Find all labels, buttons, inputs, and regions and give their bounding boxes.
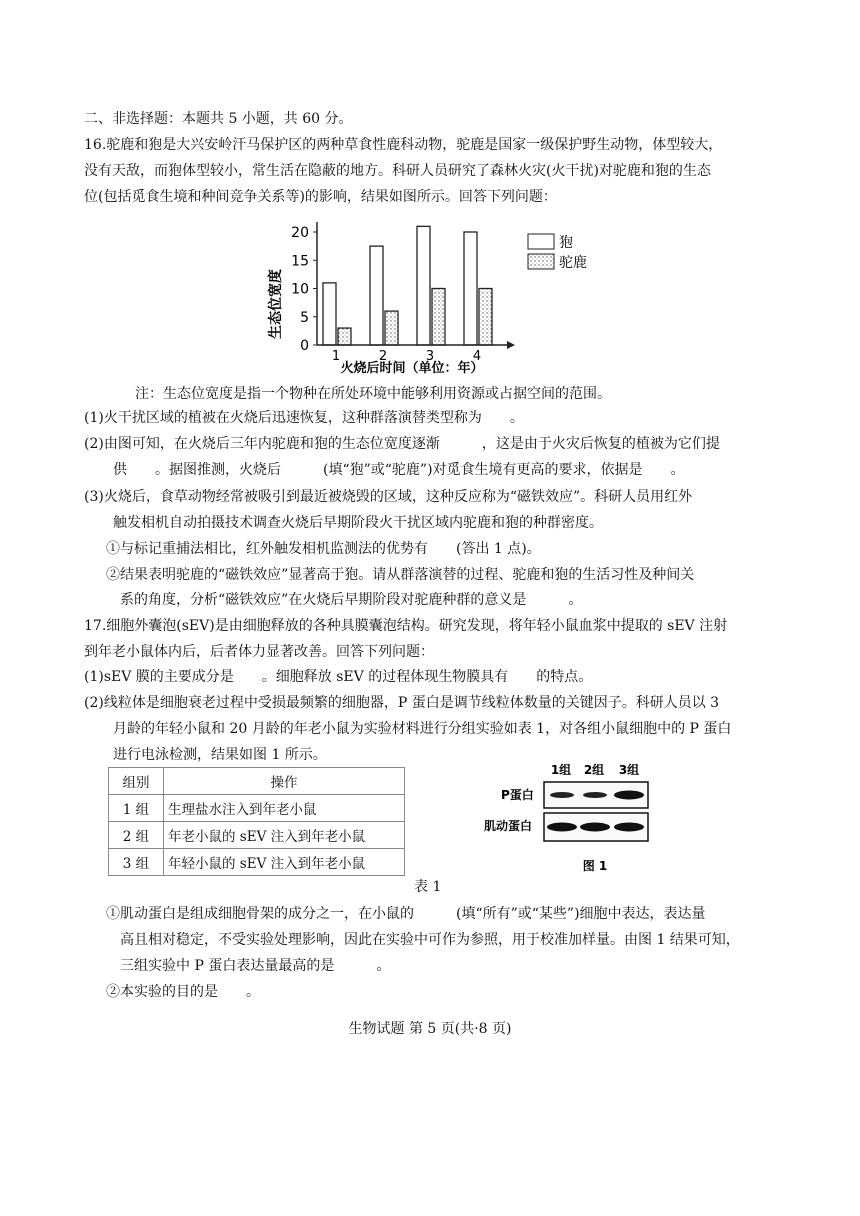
bar-tuolu [338,328,351,345]
table-cell-operation: 年老小鼠的 sEV 注入到年老小鼠 [164,822,405,849]
bar-tuolu [432,289,445,346]
q16-part3-line1: (3)火烧后，食草动物经常被吸引到最近被烧毁的区域，这种反应称为“磁铁效应”。科研人员用红外 [84,489,693,505]
y-tick-label: 10 [291,281,309,298]
x-tick-label: 2 [378,349,388,364]
blot-row-label-p: P蛋白 [501,788,534,802]
table-row [109,795,405,822]
bar-pao [417,226,430,345]
table-header-operation: 操作 [164,768,405,795]
page-footer: 生物试题 第 5 页(共·8 页) [348,1021,512,1037]
blot-band [614,823,644,832]
q16-part3-line2: 触发相机自动拍摄技术调查火烧后早期阶段火干扰区域内驼鹿和狍的种群密度。 [113,515,603,531]
table-header-group: 组别 [109,768,164,795]
figure-1-caption: 图 1 [582,859,608,873]
q16-note: 注：生态位宽度是指一个物种在所处环境中能够利用资源或占据空间的范围。 [135,386,611,402]
q16-part3-sub2-line2: 系的角度，分析“磁铁效应”在火烧后早期阶段对驼鹿种群的意义是 。 [120,592,583,608]
table-cell-operation: 年轻小鼠的 sEV 注入到年老小鼠 [164,849,405,876]
y-tick-label: 20 [291,225,309,241]
q17-sub1-line2: 高且相对稳定，不受实验处理影响，因此在实验中可作为参照，用于校准加样量。由图 1 结果可知， [120,932,740,948]
x-tick-label: 1 [331,349,341,364]
table-1-caption: 表 1 [414,879,442,895]
x-axis-arrow [507,341,515,349]
q16-part3-sub2-line1: ②结果表明驼鹿的“磁铁效应”显著高于狍。请从群落演替的过程、驼鹿和狍的生活习性及种间关 [106,567,695,583]
blot-band [580,823,610,832]
legend-label-tuolu: 驼鹿 [559,255,587,271]
q17-sub2: ②本实验的目的是 。 [106,984,260,1000]
bar-pao [464,232,477,345]
table-cell-operation: 生理盐水注入到年老小鼠 [164,795,405,822]
q16-stem-3: 位(包括觅食生境和种间竞争关系等)的影响，结果如图所示。回答下列问题： [84,189,557,205]
q17-sub1-line1: ①肌动蛋白是组成细胞骨架的成分之一，在小鼠的 (填“所有”或“某些”)细胞中表达，表达量 [106,906,706,922]
q17-part1: (1)sEV 膜的主要成分是 。细胞释放 sEV 的过程体现生物膜具有 的特点。 [84,669,593,685]
table-cell-group: 1 组 [109,795,164,822]
q16-stem-2: 没有天敌，而狍体型较小，常生活在隐蔽的地方。科研人员研究了森林火灾(火干扰)对驼鹿和狍的生态 [84,163,711,179]
chart-legend [528,234,587,271]
q16-part1: (1)火干扰区域的植被在火烧后迅速恢复，这种群落演替类型称为 。 [84,410,524,426]
blot-row-label-actin: 肌动蛋白 [484,819,533,833]
chart-xlabel: 火烧后时间（单位：年） [340,361,484,376]
table-header-row [109,768,405,795]
table-row [109,849,405,876]
q17-part2-line2: 月龄的年轻小鼠和 20 月龄的年老小鼠为实验材料进行分组实验如表 1，对各组小鼠细胞中的 P 蛋白 [113,721,732,737]
table-row [109,822,405,849]
q16-stem-1: 16.驼鹿和狍是大兴安岭汗马保护区的两种草食性鹿科动物，驼鹿是国家一级保护野生动物，体型较大， [84,137,723,153]
figure-1-electrophoresis [484,758,666,878]
blot-lane-label: 2组 [583,763,605,777]
q17-part2-line3: 进行电泳检测，结果如图 1 所示。 [113,747,327,763]
q16-part3-sub1: ①与标记重捕法相比，红外触发相机监测法的优势有 (答出 1 点)。 [106,541,541,557]
niche-width-bar-chart [262,212,602,382]
y-tick-label: 15 [291,253,309,270]
x-tick-label: 4 [472,349,482,364]
table-1 [108,767,405,876]
section-header: 二、非选择题：本题共 5 小题，共 60 分。 [84,111,353,127]
blot-band [614,791,644,800]
q17-sub1-line3: 三组实验中 P 蛋白表达量最高的是 。 [120,958,391,974]
q17-stem-2: 到年老小鼠体内后，后者体力显著改善。回答下列问题： [84,644,434,660]
blot-lane-label: 1组 [550,763,572,777]
blot-band [583,792,607,798]
table-cell-group: 3 组 [109,849,164,876]
y-tick-label: 0 [300,338,309,354]
bar-tuolu [385,311,398,345]
blot-lane-label: 3组 [618,763,640,777]
legend-swatch-tuolu [528,254,554,269]
q16-part2-line1: (2)由图可知，在火烧后三年内驼鹿和狍的生态位宽度逐渐 ，这是由于火灾后恢复的植被为它们提 [84,436,720,452]
legend-label-pao: 狍 [559,235,573,251]
table-cell-group: 2 组 [109,822,164,849]
chart-ylabel: 生态位宽度 [268,269,284,339]
legend-swatch-pao [528,234,554,249]
q17-part2-line1: (2)线粒体是细胞衰老过程中受损最频繁的细胞器，P 蛋白是调节线粒体数量的关键因子。科研人员以 3 [84,695,720,711]
y-tick-label: 5 [300,309,309,326]
bar-pao [323,283,336,345]
q17-stem-1: 17.细胞外囊泡(sEV)是由细胞释放的各种具膜囊泡结构。研究发现，将年轻小鼠血浆中提取的 sEV 注射 [84,618,728,634]
bar-pao [370,246,383,345]
x-tick-label: 3 [425,349,435,364]
blot-band [547,823,577,832]
q16-part2-line2: 供 。据图推测，火烧后 (填“狍”或“驼鹿”)对觅食生境有更高的要求，依据是 。 [113,462,685,478]
blot-band [550,792,574,798]
bar-tuolu [479,289,492,346]
